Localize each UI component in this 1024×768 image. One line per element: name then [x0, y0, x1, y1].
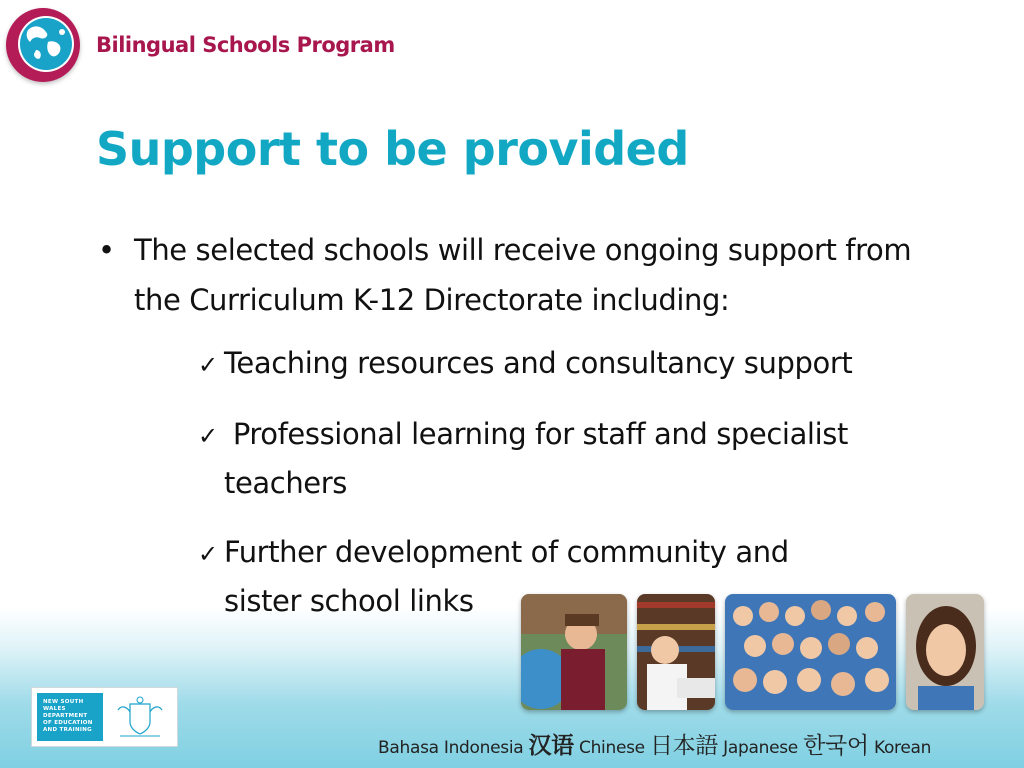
check-item-text: Professional learning for staff and specialist [224, 417, 848, 451]
bullet-item [98, 225, 958, 325]
checkmark-icon: ✓ [198, 351, 218, 379]
globe-logo-icon [6, 8, 80, 82]
department-text-line: AND TRAINING [43, 727, 92, 733]
slide-title: Support to be provided [96, 122, 689, 176]
language-korean: Korean [873, 738, 932, 758]
check-item-professional-learning [198, 411, 958, 507]
department-name-block [37, 693, 103, 741]
program-name: Bilingual Schools Program [96, 33, 395, 57]
languages-line [378, 727, 931, 760]
language-chinese-script: 汉语 [528, 733, 574, 759]
department-text-line: OF EDUCATION [43, 720, 93, 726]
bullet-text: The selected schools will receive ongoing support from the Curriculum K-12 Directorate including: [134, 233, 912, 317]
photo-girl-in-library [637, 594, 715, 710]
photo-group-of-students [725, 594, 896, 710]
department-text-line: DEPARTMENT [43, 713, 88, 719]
photo-boy-with-globe [521, 594, 627, 710]
language-chinese: Chinese [579, 738, 645, 758]
check-item-teaching-resources [198, 340, 958, 389]
language-japanese-script: 日本語 [649, 733, 719, 759]
language-indonesian: Bahasa Indonesia [378, 738, 524, 758]
language-japanese: Japanese [723, 738, 798, 758]
photo-smiling-girl [906, 594, 984, 710]
nsw-department-logo [31, 687, 178, 747]
check-item-text: Further development of community and [224, 535, 789, 569]
check-item-text-continued: teachers [224, 466, 347, 500]
department-text-line: NEW SOUTH WALES [43, 699, 84, 712]
coat-of-arms-icon [110, 694, 170, 740]
check-item-text: Teaching resources and consultancy support [224, 346, 853, 380]
bullet-dot: • [98, 233, 116, 267]
language-korean-script: 한국어 [803, 733, 869, 759]
checkmark-icon: ✓ [198, 422, 218, 450]
checkmark-icon: ✓ [198, 540, 218, 568]
check-item-text-continued: sister school links [224, 584, 474, 618]
